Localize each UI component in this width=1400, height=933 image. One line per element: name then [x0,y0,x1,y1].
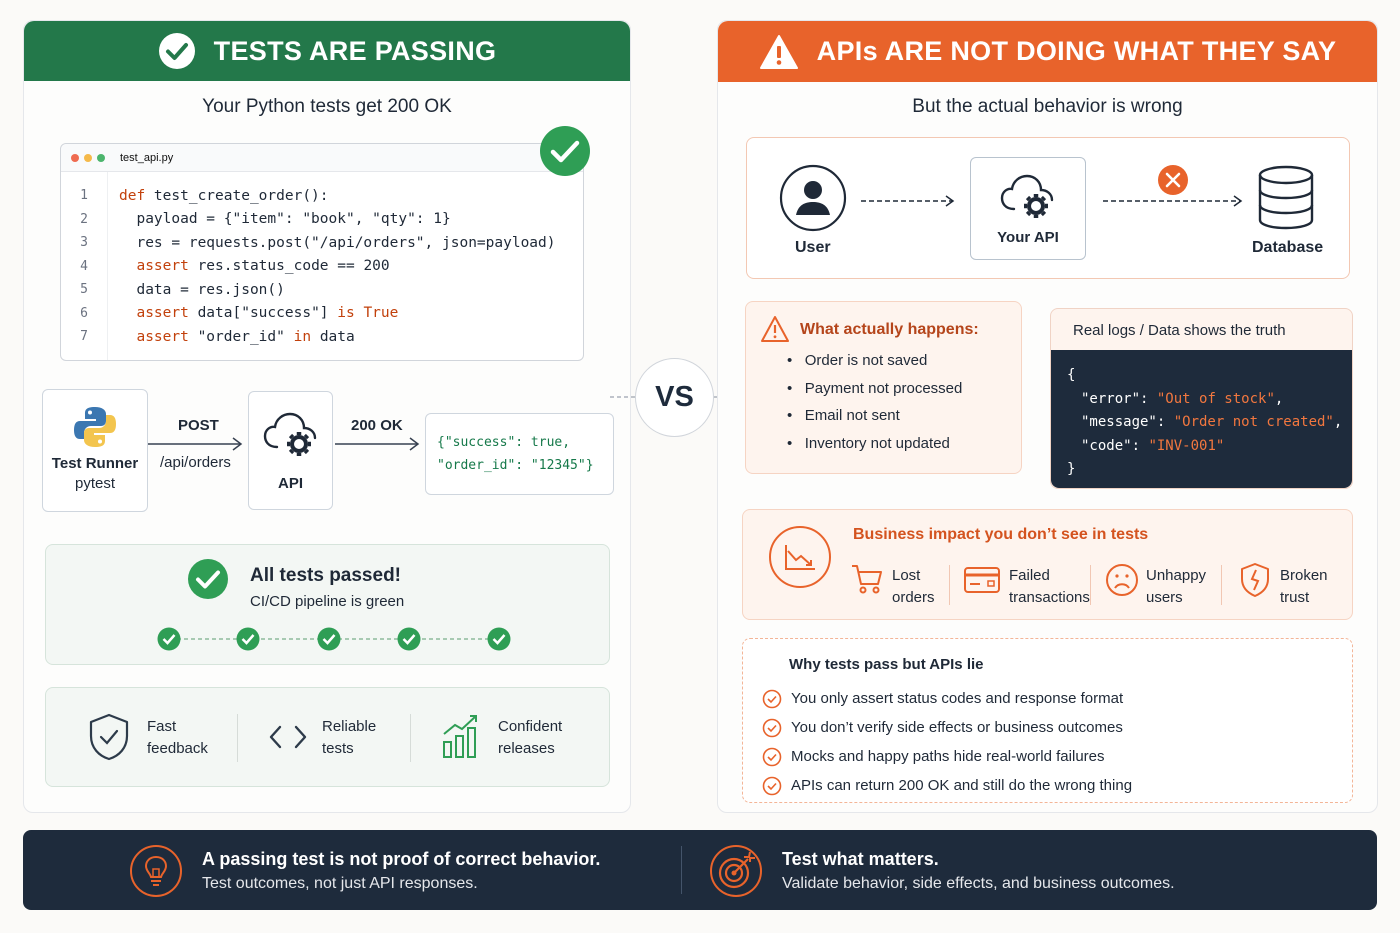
card-icon [963,566,1001,594]
request-path: /api/orders [160,454,231,471]
line-number: 6 [80,305,88,321]
line-number: 7 [80,329,88,345]
code-token: data["success"] [197,305,338,322]
response-body-box [425,413,614,495]
line-number: 5 [80,282,88,298]
why-item-text: You don’t verify side effects or business outcomes [791,719,1123,736]
post-method: POST [178,417,219,434]
code-line [61,302,583,326]
right-subtitle: But the actual behavior is wrong [912,96,1183,117]
shield-check-icon [86,712,132,762]
code-line [61,184,583,208]
api-label: API [277,475,303,492]
error-x-icon [1157,164,1189,196]
tests-passed-box [45,544,610,665]
log-line: "error": "Out of stock", [1081,390,1284,407]
check-outline-icon [762,689,782,709]
code-keyword: assert [119,305,198,322]
footer-left-sub: Test outcomes, not just API responses. [202,875,478,892]
cart-icon [850,562,884,596]
vs-label: VS [655,381,694,413]
line-number: 1 [80,188,88,204]
code-line [61,278,583,302]
code-text [107,305,398,321]
why-item-text: You only assert status codes and response format [791,690,1124,707]
arrow-api-db [1103,193,1245,209]
right-header [718,21,1377,82]
code-keyword: assert [119,328,198,345]
cloud-gear-icon [998,171,1058,221]
code-line [61,208,583,232]
passed-check-icon [187,558,229,600]
happens-list [787,352,962,462]
broken-shield-icon [1239,562,1271,598]
code-body [61,184,583,349]
vs-badge [635,358,714,437]
log-line: "code": "INV-001" [1081,437,1225,454]
left-panel [23,20,631,813]
logs-title: Real logs / Data shows the truth [1073,322,1286,339]
flow-api-label: Your API [997,229,1059,246]
impact-box [742,509,1353,620]
log-brace: } [1067,461,1076,477]
code-keyword: is True [337,305,399,322]
pipeline-track [154,624,514,654]
code-token: data [319,328,355,345]
line-number: 2 [80,211,88,227]
runner-sub: pytest [74,475,116,492]
line-number: 3 [80,235,88,251]
left-header [24,21,630,81]
response-status: 200 OK [351,417,403,434]
code-token: "order_id" [197,328,294,345]
impact-label: Lost orders [892,567,935,606]
check-outline-icon [762,718,782,738]
response-line: {"success": true, [437,435,571,450]
check-outline-icon [762,776,782,796]
benefit-label: Fast feedback [147,718,208,757]
target-icon [709,844,763,898]
warning-icon [759,34,799,70]
code-icon [268,724,308,750]
footer-right-sub: Validate behavior, side effects, and business outcomes. [782,875,1175,892]
happens-item: • Email not sent [787,407,900,424]
runner-label: Test Runner [51,455,139,472]
code-check-badge [539,125,591,177]
benefit-label: Reliable tests [322,718,377,757]
why-item-text: APIs can return 200 OK and still do the wrong thing [791,777,1133,794]
why-item-text: Mocks and happy paths hide real-world failures [791,748,1105,765]
impact-label: Failed transactions [1009,567,1090,606]
code-keyword: assert [119,258,198,275]
log-punct: , [1333,414,1343,430]
log-line [1067,364,1352,388]
code-token: test_create_order(): [153,187,329,204]
happens-title: What actually happens: [800,321,979,338]
impact-divider [1090,565,1091,605]
code-editor [60,143,584,361]
happens-item: • Payment not processed [787,379,963,397]
python-icon [71,403,119,451]
what-happens-box [745,301,1022,474]
editor-titlebar [61,144,583,172]
arrow-user-api [861,193,957,209]
gutter-divider [107,172,108,360]
code-token: data = res.json() [119,281,285,298]
sad-face-icon [1105,563,1139,597]
check-outline-icon [762,747,782,767]
cloud-gear-icon [261,409,321,459]
logs-box [1050,308,1353,489]
why-title: Why tests pass but APIs lie [789,656,984,673]
window-dot-red [71,154,79,162]
impact-label: Broken trust [1280,567,1328,606]
why-list [762,684,1132,800]
flow-db-label: Database [1252,239,1324,256]
log-key: "code" [1081,437,1132,454]
logs-terminal [1051,350,1352,488]
lightbulb-icon [129,844,183,898]
footer-banner [23,830,1377,910]
log-value: "Order not created" [1173,414,1334,430]
code-token: res = requests.post("/api/orders", json=payload) [119,234,556,251]
your-api-box [970,157,1086,260]
benefit-label: Confident releases [498,718,563,757]
footer-right-title: Test what matters. [782,849,939,869]
impact-label: Unhappy users [1146,567,1207,606]
test-runner-box [42,389,148,512]
api-box [248,391,333,510]
log-value: "Out of stock" [1156,390,1275,407]
code-text [107,235,556,251]
file-tab[interactable]: test_api.py [120,151,174,164]
flow-user-label: User [795,239,831,256]
code-text [107,211,451,227]
why-item [762,742,1132,771]
code-token: payload = {"item": "book", "qty": 1} [119,211,451,228]
why-item [762,713,1132,742]
window-dot-yellow [84,154,92,162]
footer-divider [681,846,682,894]
right-panel [717,20,1378,813]
window-dot-green [97,154,105,162]
code-line [61,325,583,349]
arrow-api-response [335,435,421,453]
database-icon [1257,165,1315,231]
check-circle-icon [158,32,196,70]
code-keyword: def [119,187,154,204]
log-punct: , [1274,390,1284,407]
decline-chart-icon [768,525,832,589]
log-key: "error" [1081,390,1141,407]
happens-item: • Order is not saved [787,352,928,369]
right-title: APIs ARE NOT DOING WHAT THEY SAY [816,36,1337,66]
log-value: "INV-001" [1148,437,1225,454]
why-item [762,771,1132,800]
growth-chart-icon [441,712,483,760]
log-brace: { [1067,367,1076,383]
impact-divider [1221,565,1222,605]
left-title: TESTS ARE PASSING [213,35,497,66]
line-number: 4 [80,258,88,274]
user-icon [779,164,847,232]
impact-divider [949,565,950,605]
code-token: res.status_code == 200 [197,258,390,275]
response-line: "order_id": "12345"} [437,458,594,473]
passed-sub: CI/CD pipeline is green [250,593,405,610]
benefit-divider [237,714,238,762]
code-text [107,188,329,204]
code-text [107,329,355,345]
code-text [107,258,390,274]
benefit-divider [410,714,411,762]
impact-title: Business impact you don’t see in tests [853,526,1149,543]
arrow-runner-api [148,435,244,453]
flow-box [746,137,1350,279]
code-text [107,282,285,298]
vs-connector-left [610,392,636,402]
code-line [61,255,583,279]
happens-item: • Inventory not updated [787,434,950,452]
left-subtitle: Your Python tests get 200 OK [202,96,452,117]
footer-left-title: A passing test is not proof of correct behavior. [202,849,601,869]
log-line [1067,458,1352,482]
code-keyword: in [293,328,320,345]
why-box [742,638,1353,803]
log-line: "message": "Order not created", [1081,414,1343,430]
why-item [762,684,1132,713]
benefits-box [45,687,610,787]
code-line [61,231,583,255]
passed-title: All tests passed! [250,565,401,586]
log-key: "message" [1081,414,1157,430]
warning-outline-icon [760,315,790,343]
